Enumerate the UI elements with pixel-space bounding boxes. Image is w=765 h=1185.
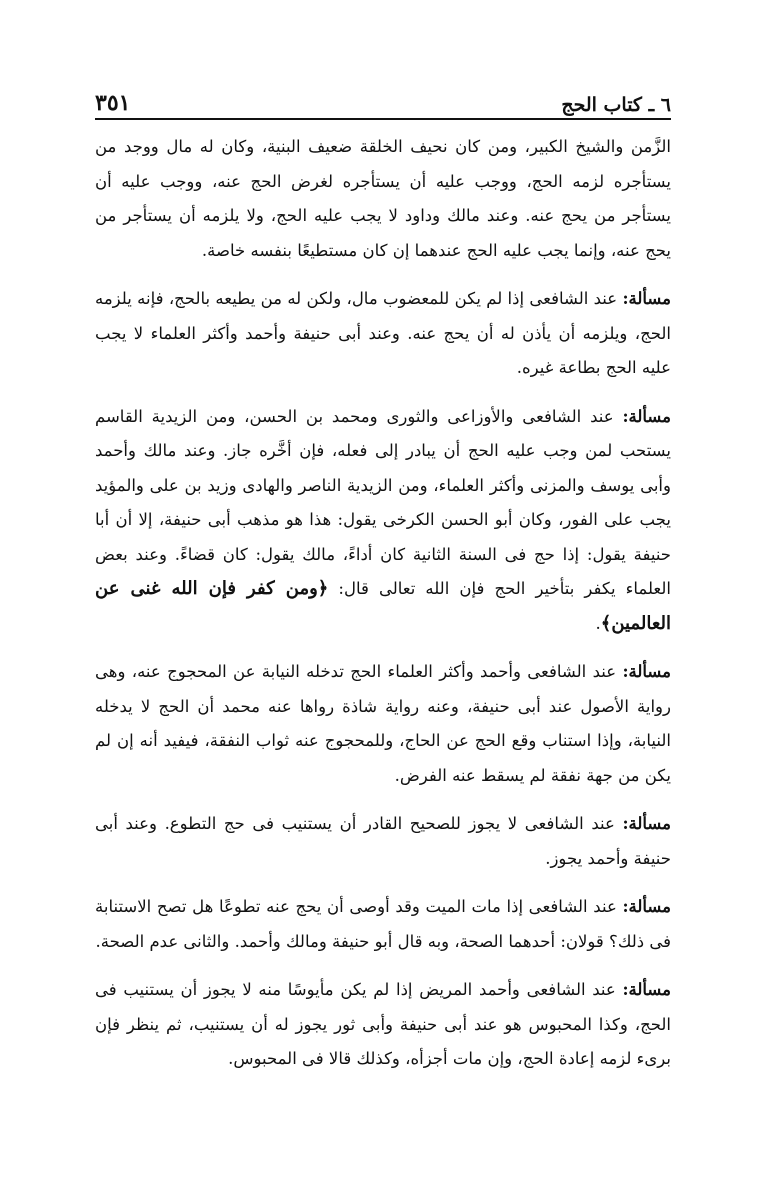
- paragraph-text: عند الشافعى لا يجوز للصحيح القادر أن يستنيب فى حج التطوع. وعند أبى حنيفة وأحمد يجوز.: [95, 814, 671, 868]
- header-rule: [95, 118, 671, 120]
- running-header: [95, 78, 671, 116]
- paragraph-3: [95, 400, 671, 642]
- paragraph-text: عند الشافعى والأوزاعى والثورى ومحمد بن الحسن، ومن الزيدية القاسم يستحب لمن وجب عليه الحج أن يبادر إلى فعله، فإن أخَّره جاز. وعند مالك وأحمد وأبى يوسف والمزنى وأكثر العلماء، ومن الزيدية الناصر والهادى وزيد بن على والمؤيد يجب على الفور، وكان أبو الحسن الكرخى يقول: هذا هو مذهب أبى حنيفة، إلا أن أبا حنيفة يقول: إذا حج فى السنة الثانية كان أداءً، مالك يقول: كان قضاءً. وعند بعض العلماء يكفر بتأخير الحج فإن الله تعالى قال:: [95, 406, 671, 598]
- book-page: [95, 78, 671, 1091]
- issue-label: مسألة:: [622, 662, 671, 681]
- issue-label: مسألة:: [622, 814, 671, 833]
- paragraph-7: [95, 973, 671, 1077]
- issue-label: مسألة:: [622, 289, 671, 308]
- paragraph-4: [95, 655, 671, 793]
- issue-label: مسألة:: [622, 980, 671, 999]
- chapter-title: ٦ ـ كتاب الحج: [561, 94, 671, 116]
- issue-label: مسألة:: [622, 406, 671, 426]
- paragraph-text: عند الشافعى وأحمد المريض إذا لم يكن مأيوسًا منه لا يجوز أن يستنيب فى الحج، وكذا المحبوس هو عند أبى حنيفة وأبى ثور يجوز له أن يستنيب، ثم ينظر فإن برىء لزمه إعادة الحج، وإن مات أجزأه، وكذلك قالا فى المحبوس.: [95, 980, 671, 1068]
- paragraph-text: الزَّمن والشيخ الكبير، ومن كان نحيف الخلقة ضعيف البنية، وكان له مال ووجد من يستأجره لزمه الحج، ووجب عليه أن يستأجره لغرض الحج عنه، ووجب عليه أن يستأجر من يحج عنه. وعند مالك وداود لا يجب عليه الحج، ولا يلزمه أن يستأجر من يحج عنه، وإنما يجب عليه الحج عندهما إن كان مستطيعًا بنفسه خاصة.: [95, 137, 671, 260]
- issue-label: مسألة:: [622, 897, 671, 916]
- paragraph-tail: .: [595, 613, 601, 633]
- paragraph-2: [95, 282, 671, 386]
- paragraph-5: [95, 807, 671, 876]
- page-number: ٣٥١: [95, 90, 131, 116]
- paragraph-text: عند الشافعى إذا مات الميت وقد أوصى أن يحج عنه تطوعًا هل تصح الاستنابة فى ذلك؟ قولان: أحدهما الصحة، وبه قال أبو حنيفة ومالك وأحمد. والثانى عدم الصحة.: [95, 897, 671, 951]
- quran-quote: ﴿ومن كفر فإن الله غنى عن العالمين﴾: [95, 578, 671, 634]
- paragraph-1: [95, 130, 671, 268]
- paragraph-text: عند الشافعى وأحمد وأكثر العلماء الحج تدخله النيابة عن المحجوج عنه، وهى رواية الأصول عند أبى حنيفة، وعنه رواية شاذة رواها عنه محمد أن الحج لا يدخله النيابة، وإذا استناب وقع الحج عن الحاج، وللمحجوج عنه ثواب النفقة، فيفيد أنه إن لم يكن من جهة نفقة لم يسقط عنه الفرض.: [95, 662, 671, 785]
- paragraph-6: [95, 890, 671, 959]
- paragraph-text: عند الشافعى إذا لم يكن للمعضوب مال، ولكن له من يطيعه بالحج، فإنه يلزمه الحج، ويلزمه أن يأذن له أن يحج عنه. وعند أبى حنيفة وأحمد وأكثر العلماء لا يجب عليه الحج بطاعة غيره.: [95, 289, 671, 377]
